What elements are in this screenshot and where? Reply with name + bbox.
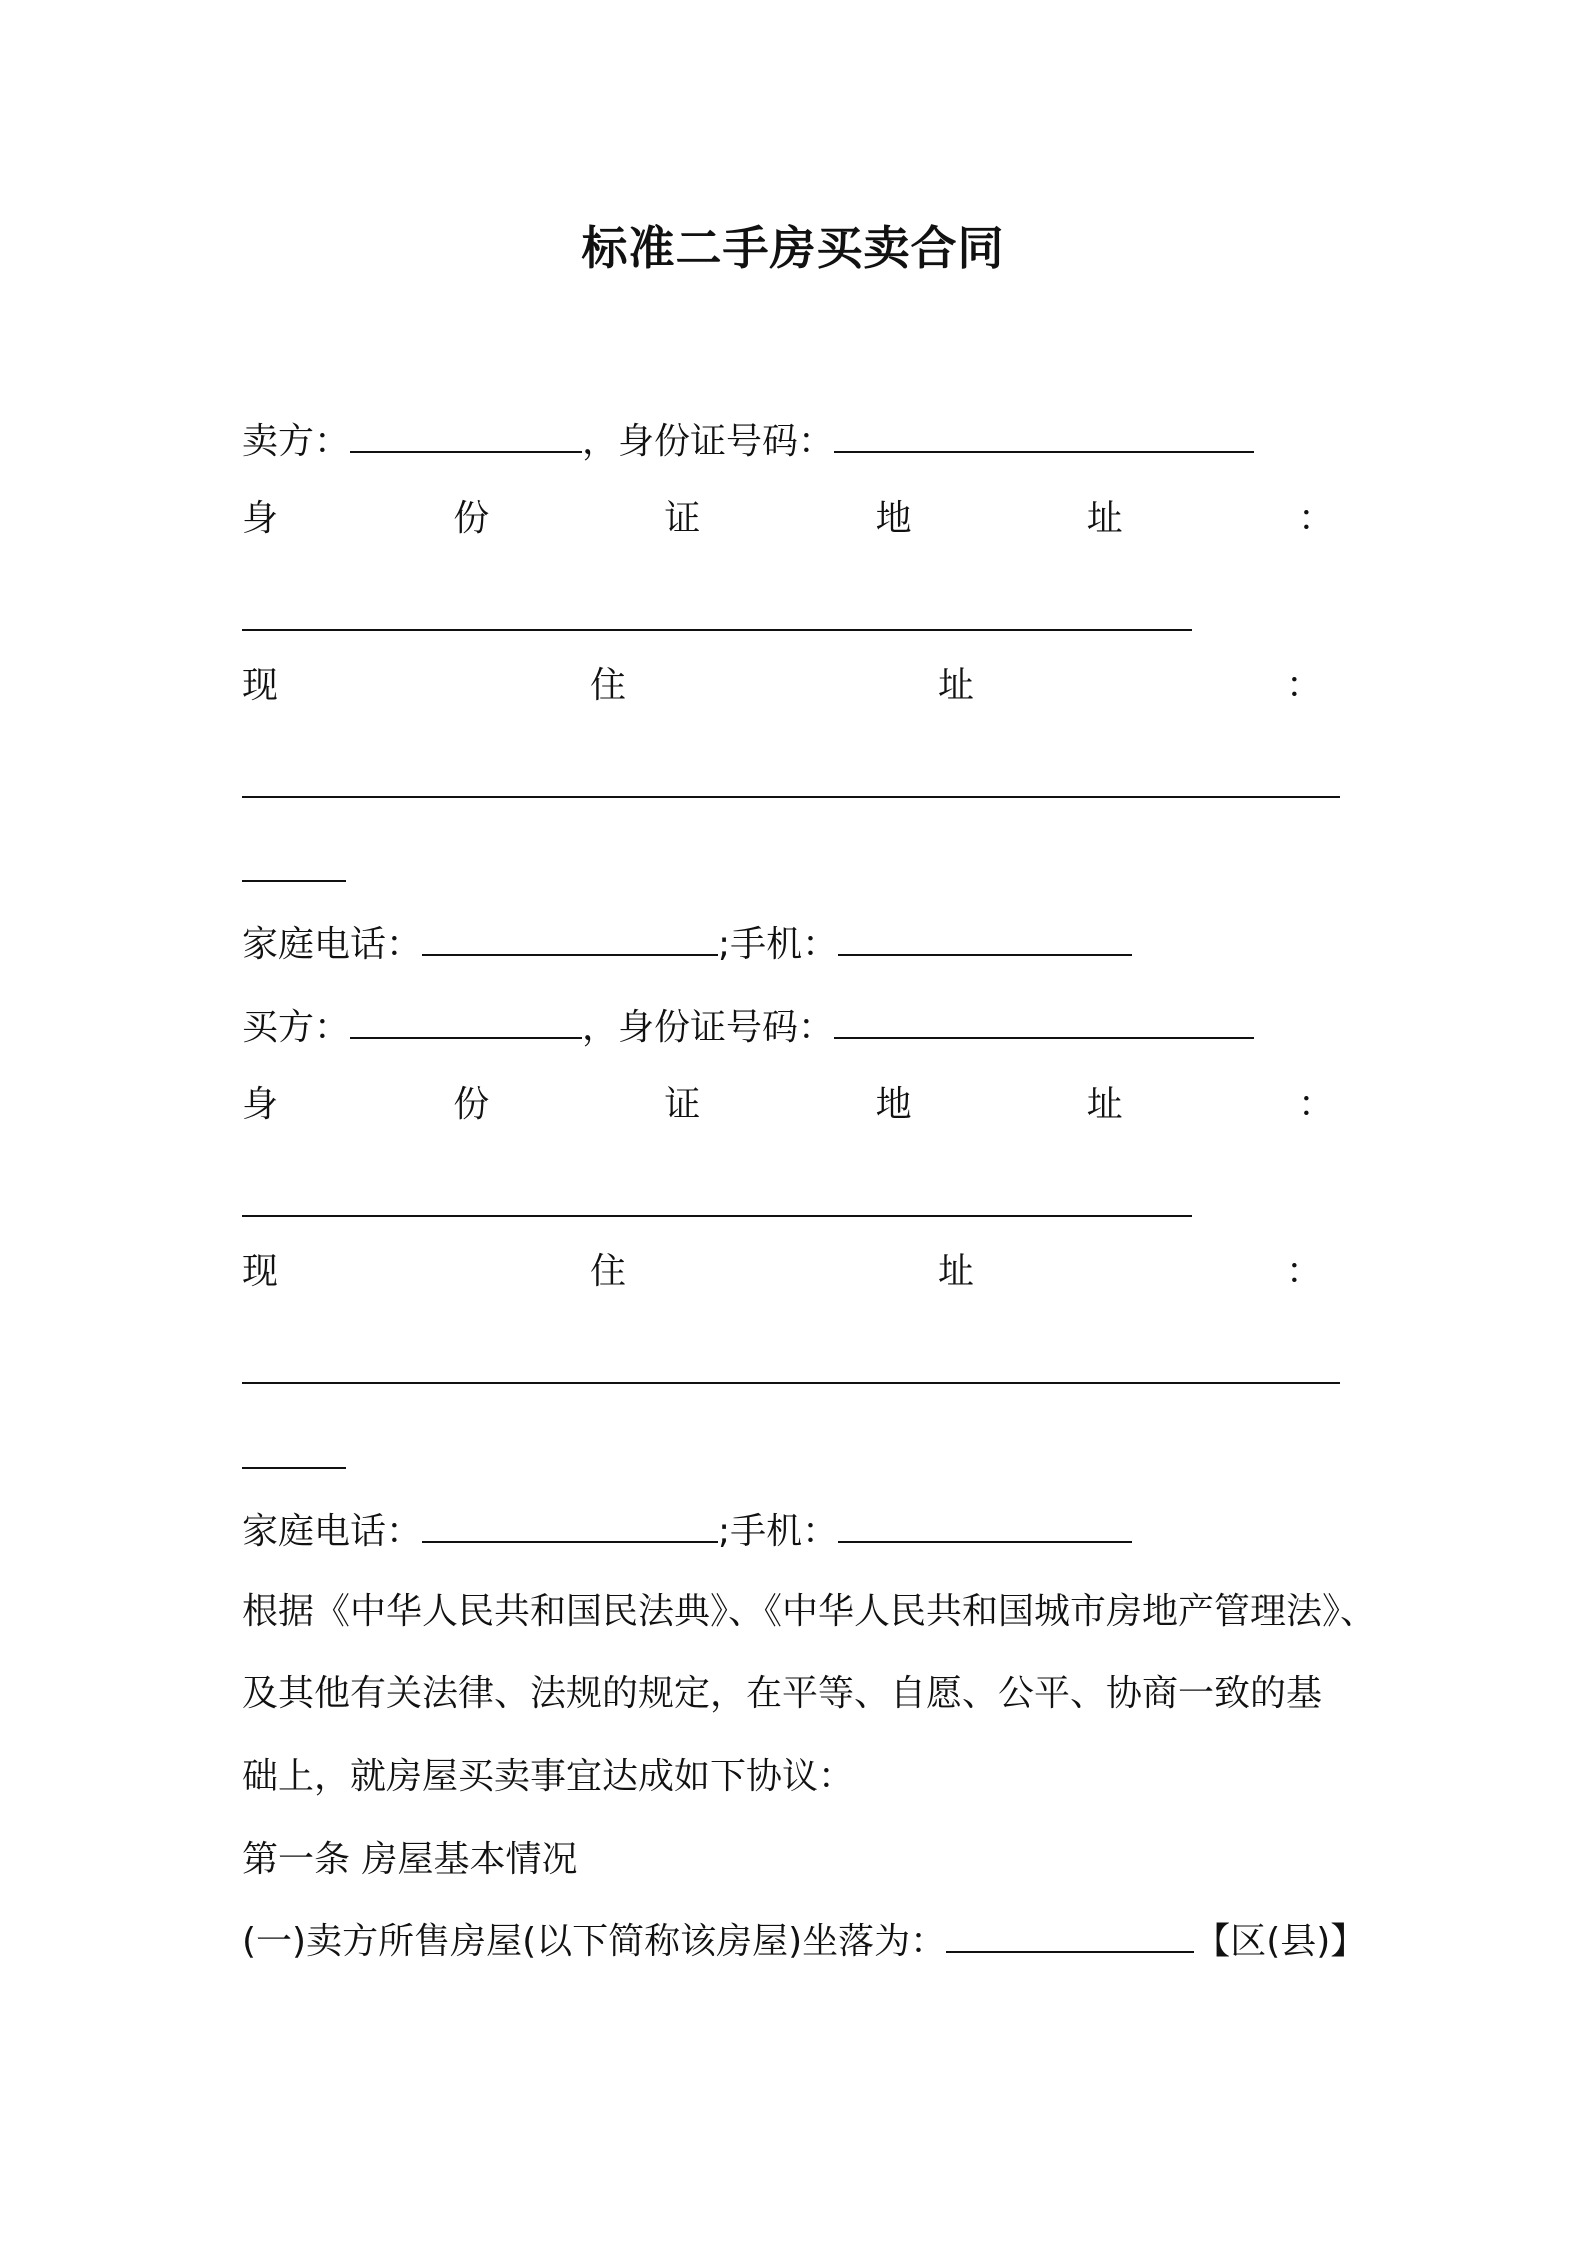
label-char: 身	[242, 1084, 279, 1125]
label-char: 现	[242, 1251, 279, 1292]
seller-id-address-blank[interactable]	[242, 629, 1192, 631]
buyer-current-address-blank-cont[interactable]	[242, 1467, 346, 1469]
label-char: 址	[1086, 498, 1123, 539]
buyer-home-phone-blank[interactable]	[422, 1513, 718, 1543]
seller-name-line	[242, 420, 1254, 463]
label-char: 址	[1086, 1084, 1123, 1125]
seller-home-phone-blank[interactable]	[422, 926, 718, 956]
buyer-id-blank[interactable]	[834, 1009, 1254, 1039]
seller-label: 卖方：	[242, 421, 351, 462]
label-char: 地	[875, 1084, 912, 1125]
seller-id-blank[interactable]	[834, 423, 1254, 453]
buyer-name-line	[242, 1006, 1254, 1049]
buyer-current-address-blank[interactable]	[242, 1382, 1340, 1384]
buyer-mobile-blank[interactable]	[838, 1513, 1132, 1543]
label-char: 住	[589, 1251, 626, 1292]
label-char: 住	[589, 665, 626, 706]
label-char: ：	[1297, 498, 1334, 539]
item-1-suffix: 【区(县)】	[1194, 1921, 1367, 1962]
buyer-label: 买方：	[242, 1007, 351, 1048]
seller-mobile-label: ;手机：	[718, 924, 839, 965]
seller-id-label: ，身份证号码：	[582, 421, 835, 462]
seller-mobile-blank[interactable]	[838, 926, 1132, 956]
buyer-name-blank[interactable]	[350, 1009, 582, 1039]
label-char: 身	[242, 498, 279, 539]
article-1-item-1	[242, 1920, 1366, 1963]
seller-home-phone-label: 家庭电话：	[242, 924, 423, 965]
label-char: ：	[1285, 665, 1322, 706]
buyer-phone-line	[242, 1510, 1132, 1553]
label-char: ：	[1285, 1251, 1322, 1292]
label-char: 现	[242, 665, 279, 706]
buyer-current-address-label	[242, 1250, 1322, 1293]
buyer-id-label: ，身份证号码：	[582, 1007, 835, 1048]
preamble-line-3: 础上，就房屋买卖事宜达成如下协议：	[242, 1756, 855, 1797]
buyer-id-address-blank[interactable]	[242, 1215, 1192, 1217]
label-char: 址	[937, 665, 974, 706]
preamble-line-1: 根据《中华人民共和国民法典》、《中华人民共和国城市房地产管理法》、	[242, 1591, 1377, 1632]
item-1-prefix: (一)卖方所售房屋(以下简称该房屋)坐落为：	[242, 1921, 947, 1962]
document-title: 标准二手房买卖合同	[581, 221, 1005, 275]
buyer-mobile-label: ;手机：	[718, 1511, 839, 1552]
label-char: 地	[875, 498, 912, 539]
seller-current-address-label	[242, 664, 1322, 707]
label-char: 证	[664, 498, 701, 539]
buyer-home-phone-label: 家庭电话：	[242, 1511, 423, 1552]
location-blank[interactable]	[946, 1923, 1194, 1953]
seller-phone-line	[242, 923, 1132, 966]
preamble-line-2: 及其他有关法律、法规的规定，在平等、自愿、公平、协商一致的基	[242, 1673, 1323, 1714]
seller-current-address-blank[interactable]	[242, 796, 1340, 798]
label-char: 份	[453, 498, 490, 539]
label-char: 证	[664, 1084, 701, 1125]
seller-id-address-label	[242, 497, 1334, 540]
seller-current-address-blank-cont[interactable]	[242, 880, 346, 882]
article-1-heading: 第一条 房屋基本情况	[242, 1839, 578, 1880]
seller-name-blank[interactable]	[350, 423, 582, 453]
buyer-id-address-label	[242, 1083, 1334, 1126]
label-char: 址	[937, 1251, 974, 1292]
label-char: ：	[1297, 1084, 1334, 1125]
label-char: 份	[453, 1084, 490, 1125]
